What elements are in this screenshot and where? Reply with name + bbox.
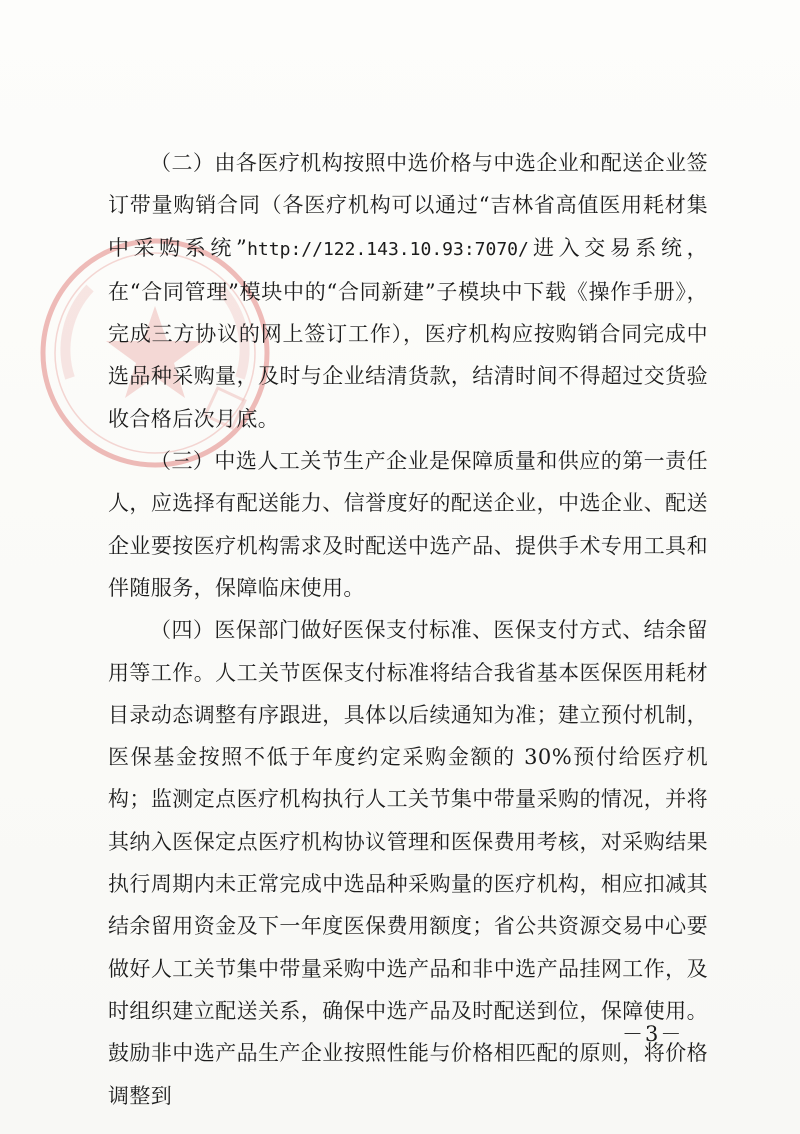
paragraph-2-text-before-url: （二）由各医疗机构按照中选价格与中选企业和配送企业签订带量购销合同（各医疗机构可以通过“吉林省高值医用耗材集中采购系统”	[108, 151, 708, 260]
paragraph-2	[108, 142, 708, 440]
paragraph-4: （四）医保部门做好医保支付标准、医保支付方式、结余留用等工作。人工关节医保支付标准将结合我省基本医保医用耗材目录动态调整有序跟进，具体以后续通知为准；建立预付机制，医保基金按照不低于年度约定采购金额的 30%预付给医疗机构；监测定点医疗机构执行人工关节集中带量采购的情况，并将其纳入医保定点医疗机构协议管理和医保费用考核，对采购结果执行周期内未正常完成中选品种采购量的医疗机构，相应扣减其结余留用资金及下一年度医保费用额度；省公共资源交易中心要做好人工关节集中带量采购中选产品和非中选产品挂网工作，及时组织建立配送关系，确保中选产品及时配送到位，保障使用。鼓励非中选产品生产企业按照性能与价格相匹配的原则，将价格调整到	[108, 618, 708, 1108]
paragraph-3: （三）中选人工关节生产企业是保障质量和供应的第一责任人，应选择有配送能力、信誉度好的配送企业，中选企业、配送企业要按医疗机构需求及时配送中选产品、提供手术专用工具和伴随服务，保障临床使用。	[108, 449, 708, 600]
paragraph-2-text-after-url: 进入交易系统，在“合同管理”模块中的“合同新建”子模块中下载《操作手册》，完成三方协议的网上签订工作），医疗机构应按购销合同完成中选品种采购量，及时与企业结清货款，结清时间不得超过交货验收合格后次月底。	[108, 235, 708, 431]
system-url-link: http://122.143.10.93:7070/	[247, 238, 529, 260]
document-body	[108, 142, 708, 1117]
page-number: －3－	[622, 1022, 684, 1046]
